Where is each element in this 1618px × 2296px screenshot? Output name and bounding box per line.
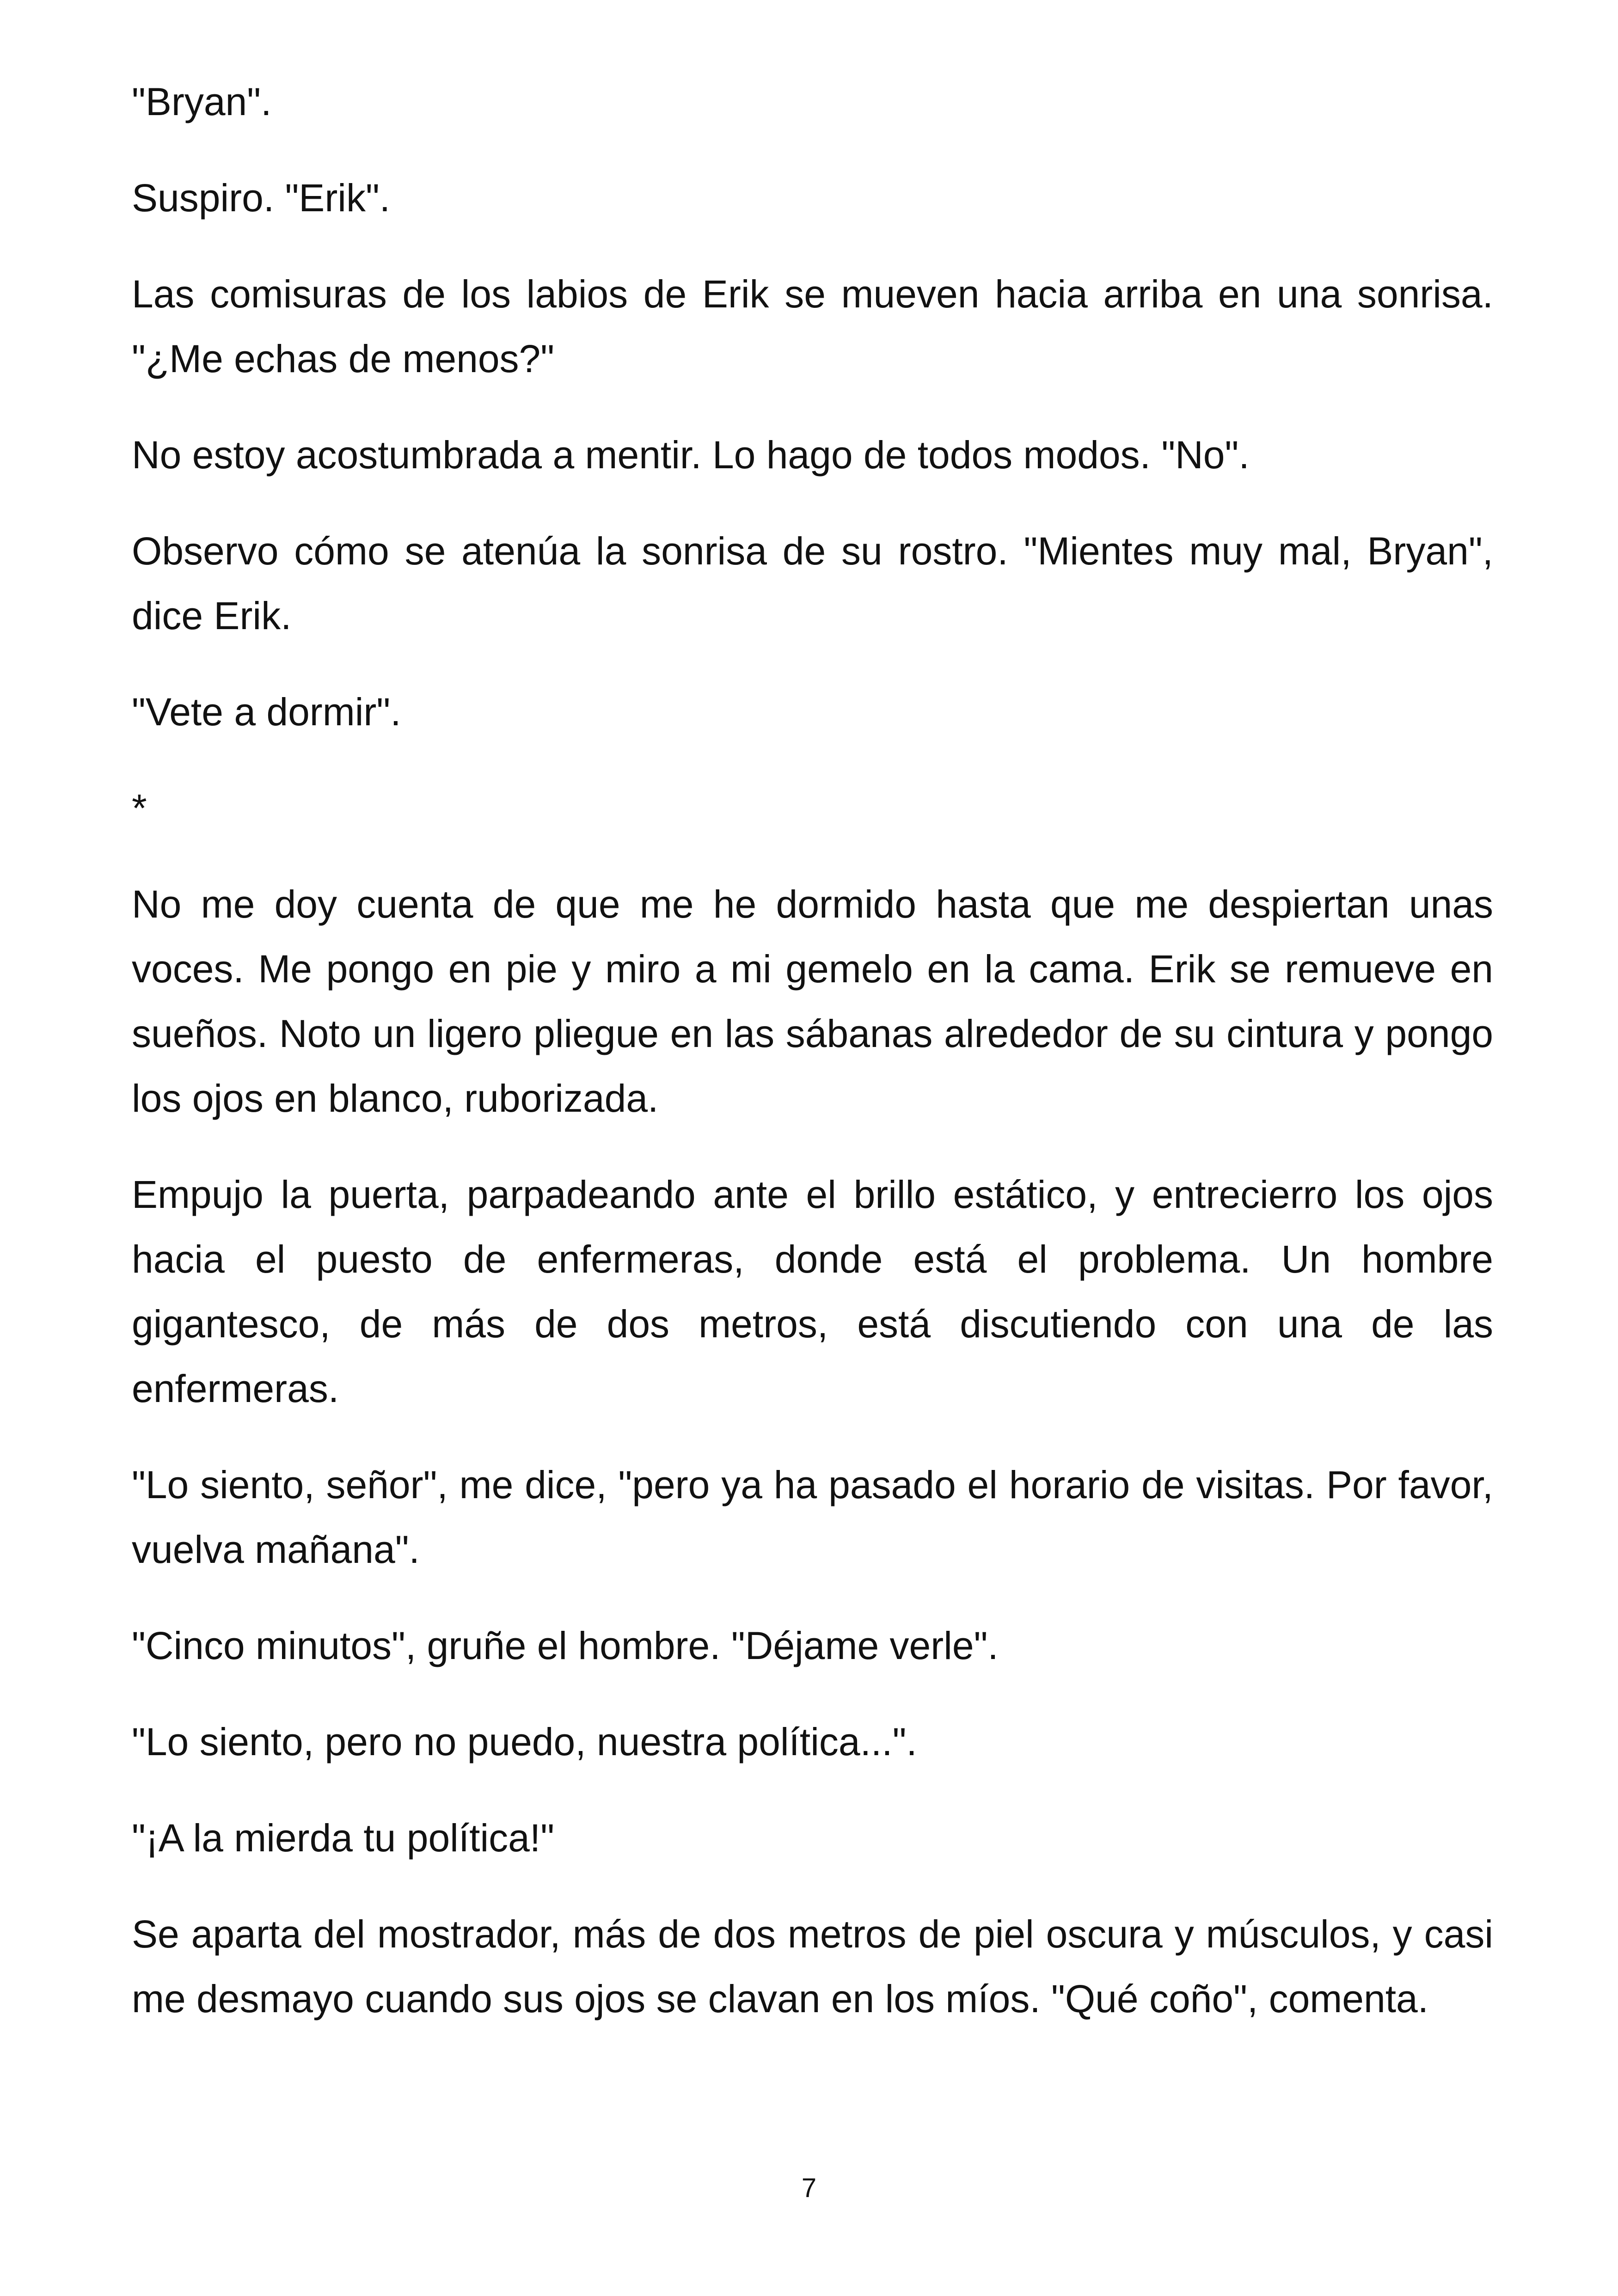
paragraph: No estoy acostumbrada a mentir. Lo hago de todos modos. "No". xyxy=(132,433,1250,477)
paragraph: "¡A la mierda tu política!" xyxy=(132,1816,555,1860)
paragraph: "Cinco minutos", gruñe el hombre. "Déjame verle". xyxy=(132,1624,999,1667)
paragraph: Las comisuras de los labios de Erik se mueven hacia arriba en una sonrisa. "¿Me echas de menos?" xyxy=(132,272,1493,380)
paragraph: No me doy cuenta de que me he dormido hasta que me despiertan unas voces. Me pongo en pie y miro a mi gemelo en la cama. Erik se remueve en sueños. Noto un ligero pliegue en las sábanas alrededor de su cintura y pongo los ojos en blanco, ruborizada. xyxy=(132,882,1493,1120)
paragraph: "Lo siento, pero no puedo, nuestra política...". xyxy=(132,1720,917,1763)
body-text xyxy=(132,69,1493,2063)
paragraph: Observo cómo se atenúa la sonrisa de su rostro. "Mientes muy mal, Bryan", dice Erik. xyxy=(132,529,1493,637)
paragraph: Suspiro. "Erik". xyxy=(132,176,391,220)
paragraph: "Bryan". xyxy=(132,80,272,123)
paragraph: Se aparta del mostrador, más de dos metros de piel oscura y músculos, y casi me desmayo cuando sus ojos se clavan en los míos. "Qué coño", comenta. xyxy=(132,1912,1493,2020)
scene-break: * xyxy=(132,786,147,830)
paragraph: Empujo la puerta, parpadeando ante el brillo estático, y entrecierro los ojos hacia el puesto de enfermeras, donde está el problema. Un hombre gigantesco, de más de dos metros, está discutiendo con una de las enfermeras. xyxy=(132,1173,1493,1410)
page-number: 7 xyxy=(801,2173,817,2203)
paragraph: "Vete a dormir". xyxy=(132,690,401,734)
paragraph: "Lo siento, señor", me dice, "pero ya ha pasado el horario de visitas. Por favor, vuelva mañana". xyxy=(132,1463,1493,1571)
